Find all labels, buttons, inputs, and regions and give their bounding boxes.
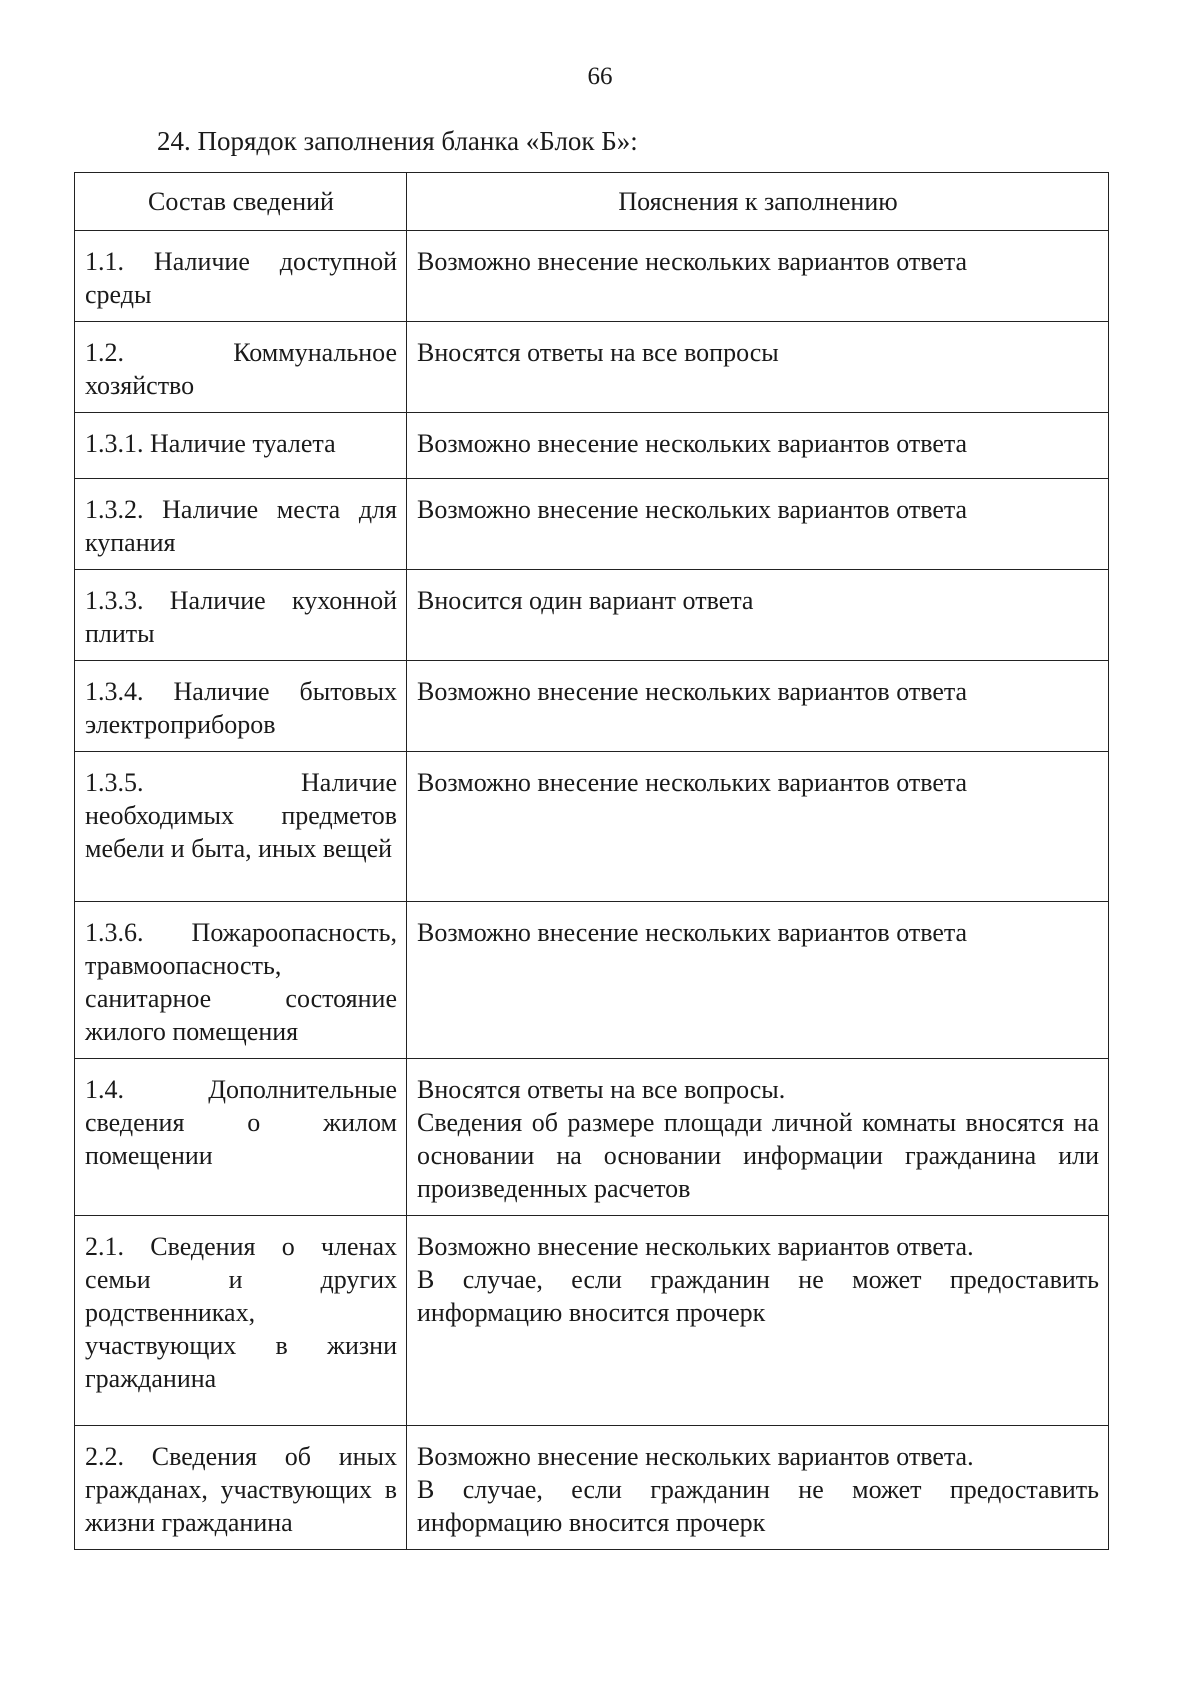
note-line: Возможно внесение нескольких вариантов ответа bbox=[417, 429, 968, 458]
row-note bbox=[407, 413, 1109, 479]
row-item: 1.3.4. Наличие бытовых электроприборов bbox=[75, 661, 407, 752]
row-item: 2.2. Сведения об иных гражданах, участвующих в жизни гражданина bbox=[75, 1426, 407, 1550]
note-line: Вносятся ответы на все вопросы. bbox=[417, 1075, 786, 1104]
row-note bbox=[407, 902, 1109, 1059]
note-line: Возможно внесение нескольких вариантов ответа bbox=[417, 495, 968, 524]
table-header-row bbox=[75, 173, 1109, 231]
table-row bbox=[75, 902, 1109, 1059]
note-line: Возможно внесение нескольких вариантов ответа bbox=[417, 918, 968, 947]
note-line: Вносятся ответы на все вопросы bbox=[417, 338, 779, 367]
table-row bbox=[75, 1426, 1109, 1550]
header-composition: Состав сведений bbox=[75, 173, 407, 231]
note-line: Возможно внесение нескольких вариантов ответа bbox=[417, 677, 968, 706]
row-note bbox=[407, 231, 1109, 322]
note-line: Возможно внесение нескольких вариантов ответа bbox=[417, 247, 968, 276]
table-row bbox=[75, 231, 1109, 322]
page-number: 66 bbox=[587, 63, 613, 90]
row-item: 2.1. Сведения о членах семьи и других родственниках, участвующих в жизни гражданина bbox=[75, 1216, 407, 1426]
row-note bbox=[407, 479, 1109, 570]
row-item: 1.4. Дополнительные сведения о жилом помещении bbox=[75, 1059, 407, 1216]
table-row bbox=[75, 1216, 1109, 1426]
note-line: Возможно внесение нескольких вариантов ответа bbox=[417, 768, 968, 797]
row-item: 1.3.2. Наличие места для купания bbox=[75, 479, 407, 570]
row-note bbox=[407, 661, 1109, 752]
row-item: 1.1. Наличие доступной среды bbox=[75, 231, 407, 322]
row-note bbox=[407, 1426, 1109, 1550]
section-title: 24. Порядок заполнения бланка «Блок Б»: bbox=[157, 126, 638, 156]
row-note bbox=[407, 752, 1109, 902]
row-note bbox=[407, 322, 1109, 413]
note-line: Сведения об размере площади личной комнаты вносятся на основании на основании информации гражданина или произведенных расчетов bbox=[417, 1108, 1099, 1203]
row-note bbox=[407, 570, 1109, 661]
table-row bbox=[75, 752, 1109, 902]
table-row bbox=[75, 1059, 1109, 1216]
table-row bbox=[75, 661, 1109, 752]
row-item: 1.3.1. Наличие туалета bbox=[75, 413, 407, 479]
row-item: 1.2. Коммунальное хозяйство bbox=[75, 322, 407, 413]
table-row bbox=[75, 413, 1109, 479]
table-row bbox=[75, 479, 1109, 570]
note-line: Возможно внесение нескольких вариантов ответа. bbox=[417, 1232, 974, 1261]
row-item: 1.3.5. Наличие необходимых предметов мебели и быта, иных вещей bbox=[75, 752, 407, 902]
note-line: В случае, если гражданин не может предоставить информацию вносится прочерк bbox=[417, 1475, 1099, 1537]
header-explanations: Пояснения к заполнению bbox=[407, 173, 1109, 231]
row-note bbox=[407, 1216, 1109, 1426]
table-row bbox=[75, 570, 1109, 661]
row-item: 1.3.3. Наличие кухонной плиты bbox=[75, 570, 407, 661]
row-note bbox=[407, 1059, 1109, 1216]
note-line: Возможно внесение нескольких вариантов ответа. bbox=[417, 1442, 974, 1471]
table-row bbox=[75, 322, 1109, 413]
row-item: 1.3.6. Пожароопасность, травмоопасность, санитарное состояние жилого помещения bbox=[75, 902, 407, 1059]
note-line: Вносится один вариант ответа bbox=[417, 586, 754, 615]
note-line: В случае, если гражданин не может предоставить информацию вносится прочерк bbox=[417, 1265, 1099, 1327]
fill-instructions-table bbox=[74, 172, 1109, 1550]
